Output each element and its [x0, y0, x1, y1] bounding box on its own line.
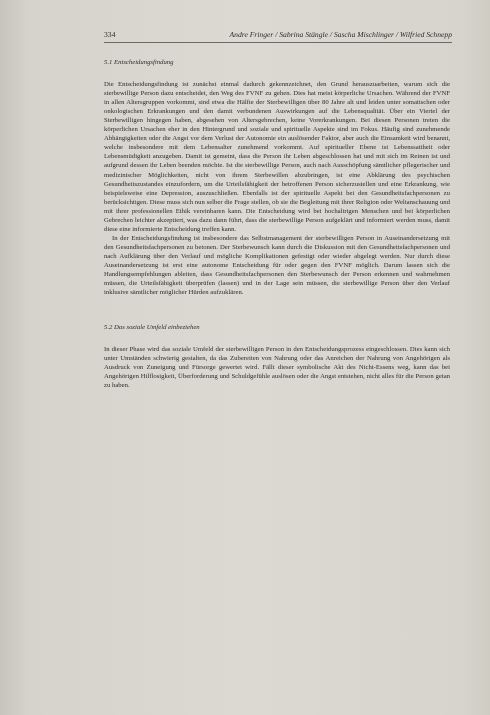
body-paragraph: Die Entscheidungsfindung ist zunächst einmal dadurch gekennzeichnet, den Grund herauszuarbeiten, warum sich die sterbewillige Person dazu entscheidet, den Weg des FVNF zu gehen. Dies hat meist körperliche Ursachen. Während der FVNF in allen Altersgruppen vorkommt, sind etwa die Hälfte der Sterbewilligen über 80 Jahre alt und leiden unter somatischen oder onkologischen Erkrankungen und den damit verbundenen Auswirkungen auf die Lebensqualität. Über ein Viertel der Sterbewilligen hingegen haben, abgesehen von Altersgebrechen, keine Vorerkrankungen. Bei diesen Personen treten die körperlichen Ursachen eher in den Hintergrund und soziale und spirituelle Aspekte sind im Fokus. Häufig sind zunehmende Abhängigkeiten oder die Angst vor dem Verlust der Autonomie ein auslösender Faktor, aber auch die Einsamkeit wird benannt, welche insbesondere mit dem Lebensalter zunehmend vorkommt. Auf spiritueller Ebene ist Lebenssattheit oder Lebensmüdigkeit anzugeben. Damit ist gemeint, dass die Person ihr Leben abgeschlossen hat und mit sich im Reinen ist und aufgrund dessen ihr Leben beenden möchte. Ist die sterbewillige Person, auch nach Ausschöpfung sämtlicher pflegerischer und medizinischer Möglichkeiten, nicht von ihrem Sterbewillen abzubringen, ist eine Abklärung des psychischen Gesundheitszustandes einzufordern, um die Urteilsfähigkeit der betroffenen Person sicherzustellen und eine Erkrankung, wie beispielsweise eine Depression, auszuschließen. Ebenfalls ist der spirituelle Aspekt bei den Gesundheitsfachpersonen zu berücksichtigen. Diese muss sich nun selber die Frage stellen, ob sie die Begleitung mit ihrer Religion oder Weltanschauung und mit ihrer professionellen Ethik vereinbaren kann. Die Entscheidung wird bei hochaltrigen Menschen und bei körperlichen Gebrechen leichter akzeptiert, was dazu dann führt, dass die sterbewillige Person aufgeklärt und informiert werden muss, damit diese eine informierte Entscheidung treffen kann. [104, 81, 450, 233]
body-paragraph: In dieser Phase wird das soziale Umfeld der sterbewilligen Person in den Entscheidungsprozess eingeschlossen. Dies kann sich unter Umständen schwierig gestalten, da das Zubereiten von Nahrung oder das Anreichen der Nahrung von Angehörigen als Ausdruck von Zuneigung und Fürsorge gewertet wird. Fällt dieser symbolische Akt des Nicht-Essens weg, kann das bei Angehörigen Hilflosigkeit, Überforderung und Schuldgefühle auslösen oder die Angst entstehen, nicht alles für die Person getan zu haben. [104, 346, 450, 390]
section-spacer [104, 297, 450, 323]
body-paragraph: In der Entscheidungsfindung ist insbesondere das Selbstmanagement der sterbewilligen Person in Auseinandersetzung mit den Gesundheitsfachpersonen zu betonen. Der Sterbewunsch kann durch die Diskussion mit den Gesundheitsfachpersonen und nach Aufklärung über den Verlauf und mögliche Komplikationen gefestigt oder wieder abgelegt werden. Nur durch diese Auseinandersetzung ist erst eine autonome Entscheidung für oder gegen den FVNF möglich. Darum lassen sich die Handlungsempfehlungen ableiten, dass Gesundheitsfachpersonen den Sterbewunsch der Person erkennen und wahrnehmen müssen, die Urteilsfähigkeit überprüfen (lassen) und in der Lage sein müssen, die sterbewillige Person über den Verlauf inklusive sämtlicher möglicher Hürden aufzuklären. [104, 234, 450, 297]
page-body [104, 58, 450, 390]
section-heading-5-1: 5.1 Entscheidungsfindung [104, 59, 174, 66]
running-header [104, 28, 452, 43]
section-heading-5-2: 5.2 Das soziale Umfeld einbeziehen [104, 324, 200, 332]
running-head-authors: Andre Fringer / Sabrina Stängle / Sascha Mischlinger / Wilfried Schnepp [229, 30, 452, 39]
page-number: 334 [104, 30, 116, 39]
